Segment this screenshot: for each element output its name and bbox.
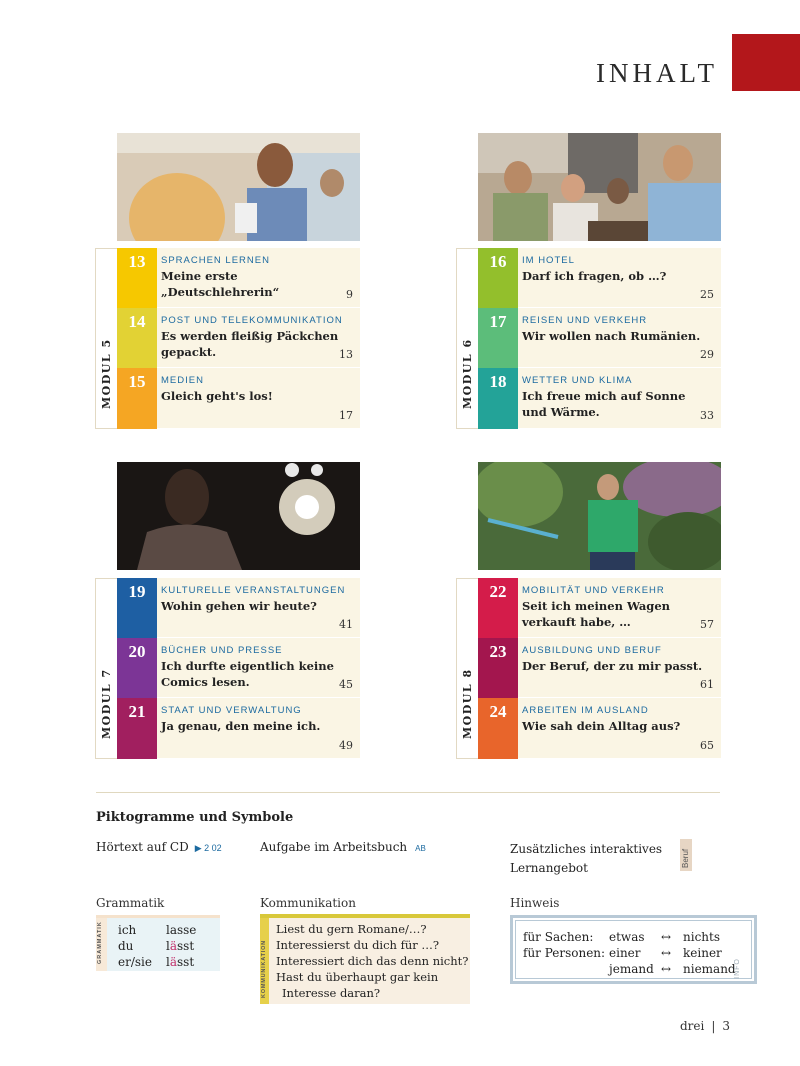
arrow-both-icon: ↔ xyxy=(661,962,672,976)
pronoun: ich xyxy=(118,923,137,937)
chapter-page: 61 xyxy=(700,678,714,691)
chapter-title: Wie sah dein Alltag aus? xyxy=(522,719,681,733)
chapter-title: Ja genau, den meine ich. xyxy=(161,719,321,733)
chapter-topic: REISEN UND VERKEHR xyxy=(522,315,648,326)
legend-hoertext-label: Hörtext auf CD xyxy=(96,840,189,854)
chapter-24[interactable] xyxy=(478,698,721,759)
module-label: MODUL 5 xyxy=(100,338,113,409)
chapter-topic: SPRACHEN LERNEN xyxy=(161,255,270,266)
module-6-photo xyxy=(478,133,721,241)
chapter-page: 41 xyxy=(339,618,353,631)
grammatik-row xyxy=(118,923,197,937)
chapter-topic: STAAT UND VERWALTUNG xyxy=(161,705,302,716)
kommunikation-side-label: KOMMUNIKATION xyxy=(261,940,267,998)
kommunikation-heading: Kommunikation xyxy=(260,896,356,910)
chapter-title: Wohin gehen wir heute? xyxy=(161,599,317,613)
chapter-number: 18 xyxy=(478,368,518,429)
grammatik-row xyxy=(118,955,195,969)
chapter-title: Wir wollen nach Rumänien. xyxy=(522,329,701,343)
chapter-22[interactable] xyxy=(478,578,721,638)
chapter-number: 23 xyxy=(478,638,518,698)
chapter-topic: AUSBILDUNG UND BERUF xyxy=(522,645,662,656)
chapter-topic: IM HOTEL xyxy=(522,255,575,266)
beruf-icon xyxy=(680,839,692,871)
ab-icon: AB xyxy=(415,844,426,853)
hinweis-word: einer xyxy=(609,946,641,960)
verb: lasse xyxy=(166,923,197,937)
legend-aufgabe-label: Aufgabe im Arbeitsbuch xyxy=(260,840,408,854)
grammatik-row xyxy=(118,939,195,953)
verb: lässt xyxy=(166,939,195,953)
chapter-topic: POST UND TELEKOMMUNIKATION xyxy=(161,315,343,326)
section-divider xyxy=(96,792,720,793)
header-accent-bar xyxy=(732,34,800,91)
hinweis-label: für Sachen: xyxy=(523,930,594,944)
chapter-18[interactable] xyxy=(478,368,721,429)
pronoun: du xyxy=(118,939,134,953)
chapter-page: 57 xyxy=(700,618,714,631)
page-number: 3 xyxy=(722,1019,730,1033)
chapter-number: 21 xyxy=(117,698,157,759)
chapter-number: 19 xyxy=(117,578,157,638)
arrow-both-icon: ↔ xyxy=(661,930,672,944)
chapter-title: Ich freue mich auf Sonne und Wärme. xyxy=(522,389,686,419)
legend-zusatz-line2: Lernangebot xyxy=(510,861,588,875)
page-number-word: drei xyxy=(679,1019,705,1033)
chapter-20[interactable] xyxy=(117,638,360,698)
chapter-page: 13 xyxy=(339,348,353,361)
legend-hoertext xyxy=(96,840,222,854)
grammatik-box xyxy=(96,915,220,971)
grammatik-heading: Grammatik xyxy=(96,896,165,910)
chapter-16[interactable] xyxy=(478,248,721,308)
chapter-topic: KULTURELLE VERANSTALTUNGEN xyxy=(161,585,346,596)
hinweis-label: für Personen: xyxy=(523,946,606,960)
legend-zusatz xyxy=(510,840,662,878)
footer-separator: | xyxy=(711,1019,716,1033)
chapter-topic: ARBEITEN IM AUSLAND xyxy=(522,705,649,716)
chapter-number: 14 xyxy=(117,308,157,368)
module-label: MODUL 6 xyxy=(461,338,474,409)
chapter-number: 15 xyxy=(117,368,157,429)
chapter-topic: MEDIEN xyxy=(161,375,204,386)
chapter-number: 17 xyxy=(478,308,518,368)
cd-icon: ▶ 2 02 xyxy=(194,843,222,853)
module-7-photo xyxy=(117,462,360,570)
komm-line: Interessierst du dich für …? xyxy=(276,938,440,952)
chapter-page: 49 xyxy=(339,739,353,752)
chapter-14[interactable] xyxy=(117,308,360,368)
module-5 xyxy=(95,248,360,429)
module-label: MODUL 8 xyxy=(461,668,474,739)
chapter-topic: BÜCHER UND PRESSE xyxy=(161,645,283,656)
grammatik-side-label: GRAMMATIK xyxy=(97,921,103,964)
cd-track-ref: 2 02 xyxy=(204,843,222,853)
module-8-photo xyxy=(478,462,721,570)
beruf-label: Beruf xyxy=(681,848,690,868)
hinweis-word: nichts xyxy=(683,930,720,944)
hinweis-word: keiner xyxy=(683,946,722,960)
chapter-13[interactable] xyxy=(117,248,360,308)
chapter-number: 22 xyxy=(478,578,518,638)
chapter-page: 17 xyxy=(339,409,353,422)
chapter-title: Darf ich fragen, ob …? xyxy=(522,269,667,283)
chapter-topic: MOBILITÄT UND VERKEHR xyxy=(522,585,665,596)
chapter-page: 45 xyxy=(339,678,353,691)
chapter-page: 9 xyxy=(346,288,353,301)
komm-line: Hast du überhaupt gar kein xyxy=(276,970,439,984)
chapter-23[interactable] xyxy=(478,638,721,698)
chapter-17[interactable] xyxy=(478,308,721,368)
module-7 xyxy=(95,578,360,759)
module-5-photo xyxy=(117,133,360,241)
pronoun: er/sie xyxy=(118,955,152,969)
hinweis-heading: Hinweis xyxy=(510,896,560,910)
pictograms-title: Piktogramme und Symbole xyxy=(96,810,294,825)
chapter-page: 25 xyxy=(700,288,714,301)
chapter-title: Seit ich meinen Wagen verkauft habe, … xyxy=(522,599,671,629)
kommunikation-box xyxy=(260,914,470,1004)
chapter-title: Es werden fleißig Päckchen gepackt. xyxy=(161,329,339,359)
komm-line: Liest du gern Romane/…? xyxy=(276,922,427,936)
page-title: INHALT xyxy=(596,58,718,88)
chapter-number: 24 xyxy=(478,698,518,759)
module-label: MODUL 7 xyxy=(100,668,113,739)
komm-line: Interesse daran? xyxy=(282,986,381,1000)
chapter-21[interactable] xyxy=(117,698,360,759)
chapter-topic: WETTER UND KLIMA xyxy=(522,375,633,386)
chapter-title: Gleich geht's los! xyxy=(161,389,273,403)
module-8 xyxy=(456,578,721,759)
chapter-page: 33 xyxy=(700,409,714,422)
info-icon xyxy=(727,958,748,979)
chapter-title: Ich durfte eigentlich keine Comics lesen. xyxy=(161,659,334,689)
chapter-number: 20 xyxy=(117,638,157,698)
hinweis-box xyxy=(510,915,757,984)
hinweis-word: jemand xyxy=(609,962,654,976)
hinweis-word: etwas xyxy=(609,930,645,944)
chapter-title: Der Beruf, der zu mir passt. xyxy=(522,659,703,673)
verb: lässt xyxy=(166,955,195,969)
chapter-number: 13 xyxy=(117,248,157,308)
chapter-15[interactable] xyxy=(117,368,360,429)
arrow-both-icon: ↔ xyxy=(661,946,672,960)
module-6 xyxy=(456,248,721,429)
legend-zusatz-line1: Zusätzliches interaktives xyxy=(510,842,663,856)
chapter-page: 29 xyxy=(700,348,714,361)
chapter-19[interactable] xyxy=(117,578,360,638)
legend-aufgabe xyxy=(260,840,426,854)
hinweis-word: niemand xyxy=(683,962,736,976)
page-footer xyxy=(680,1019,730,1033)
chapter-page: 65 xyxy=(700,739,714,752)
chapter-number: 16 xyxy=(478,248,518,308)
info-label: INFO xyxy=(734,958,742,979)
komm-line: Interessiert dich das denn nicht? xyxy=(276,954,469,968)
chapter-title: Meine erste „Deutschlehrerin“ xyxy=(161,269,280,299)
